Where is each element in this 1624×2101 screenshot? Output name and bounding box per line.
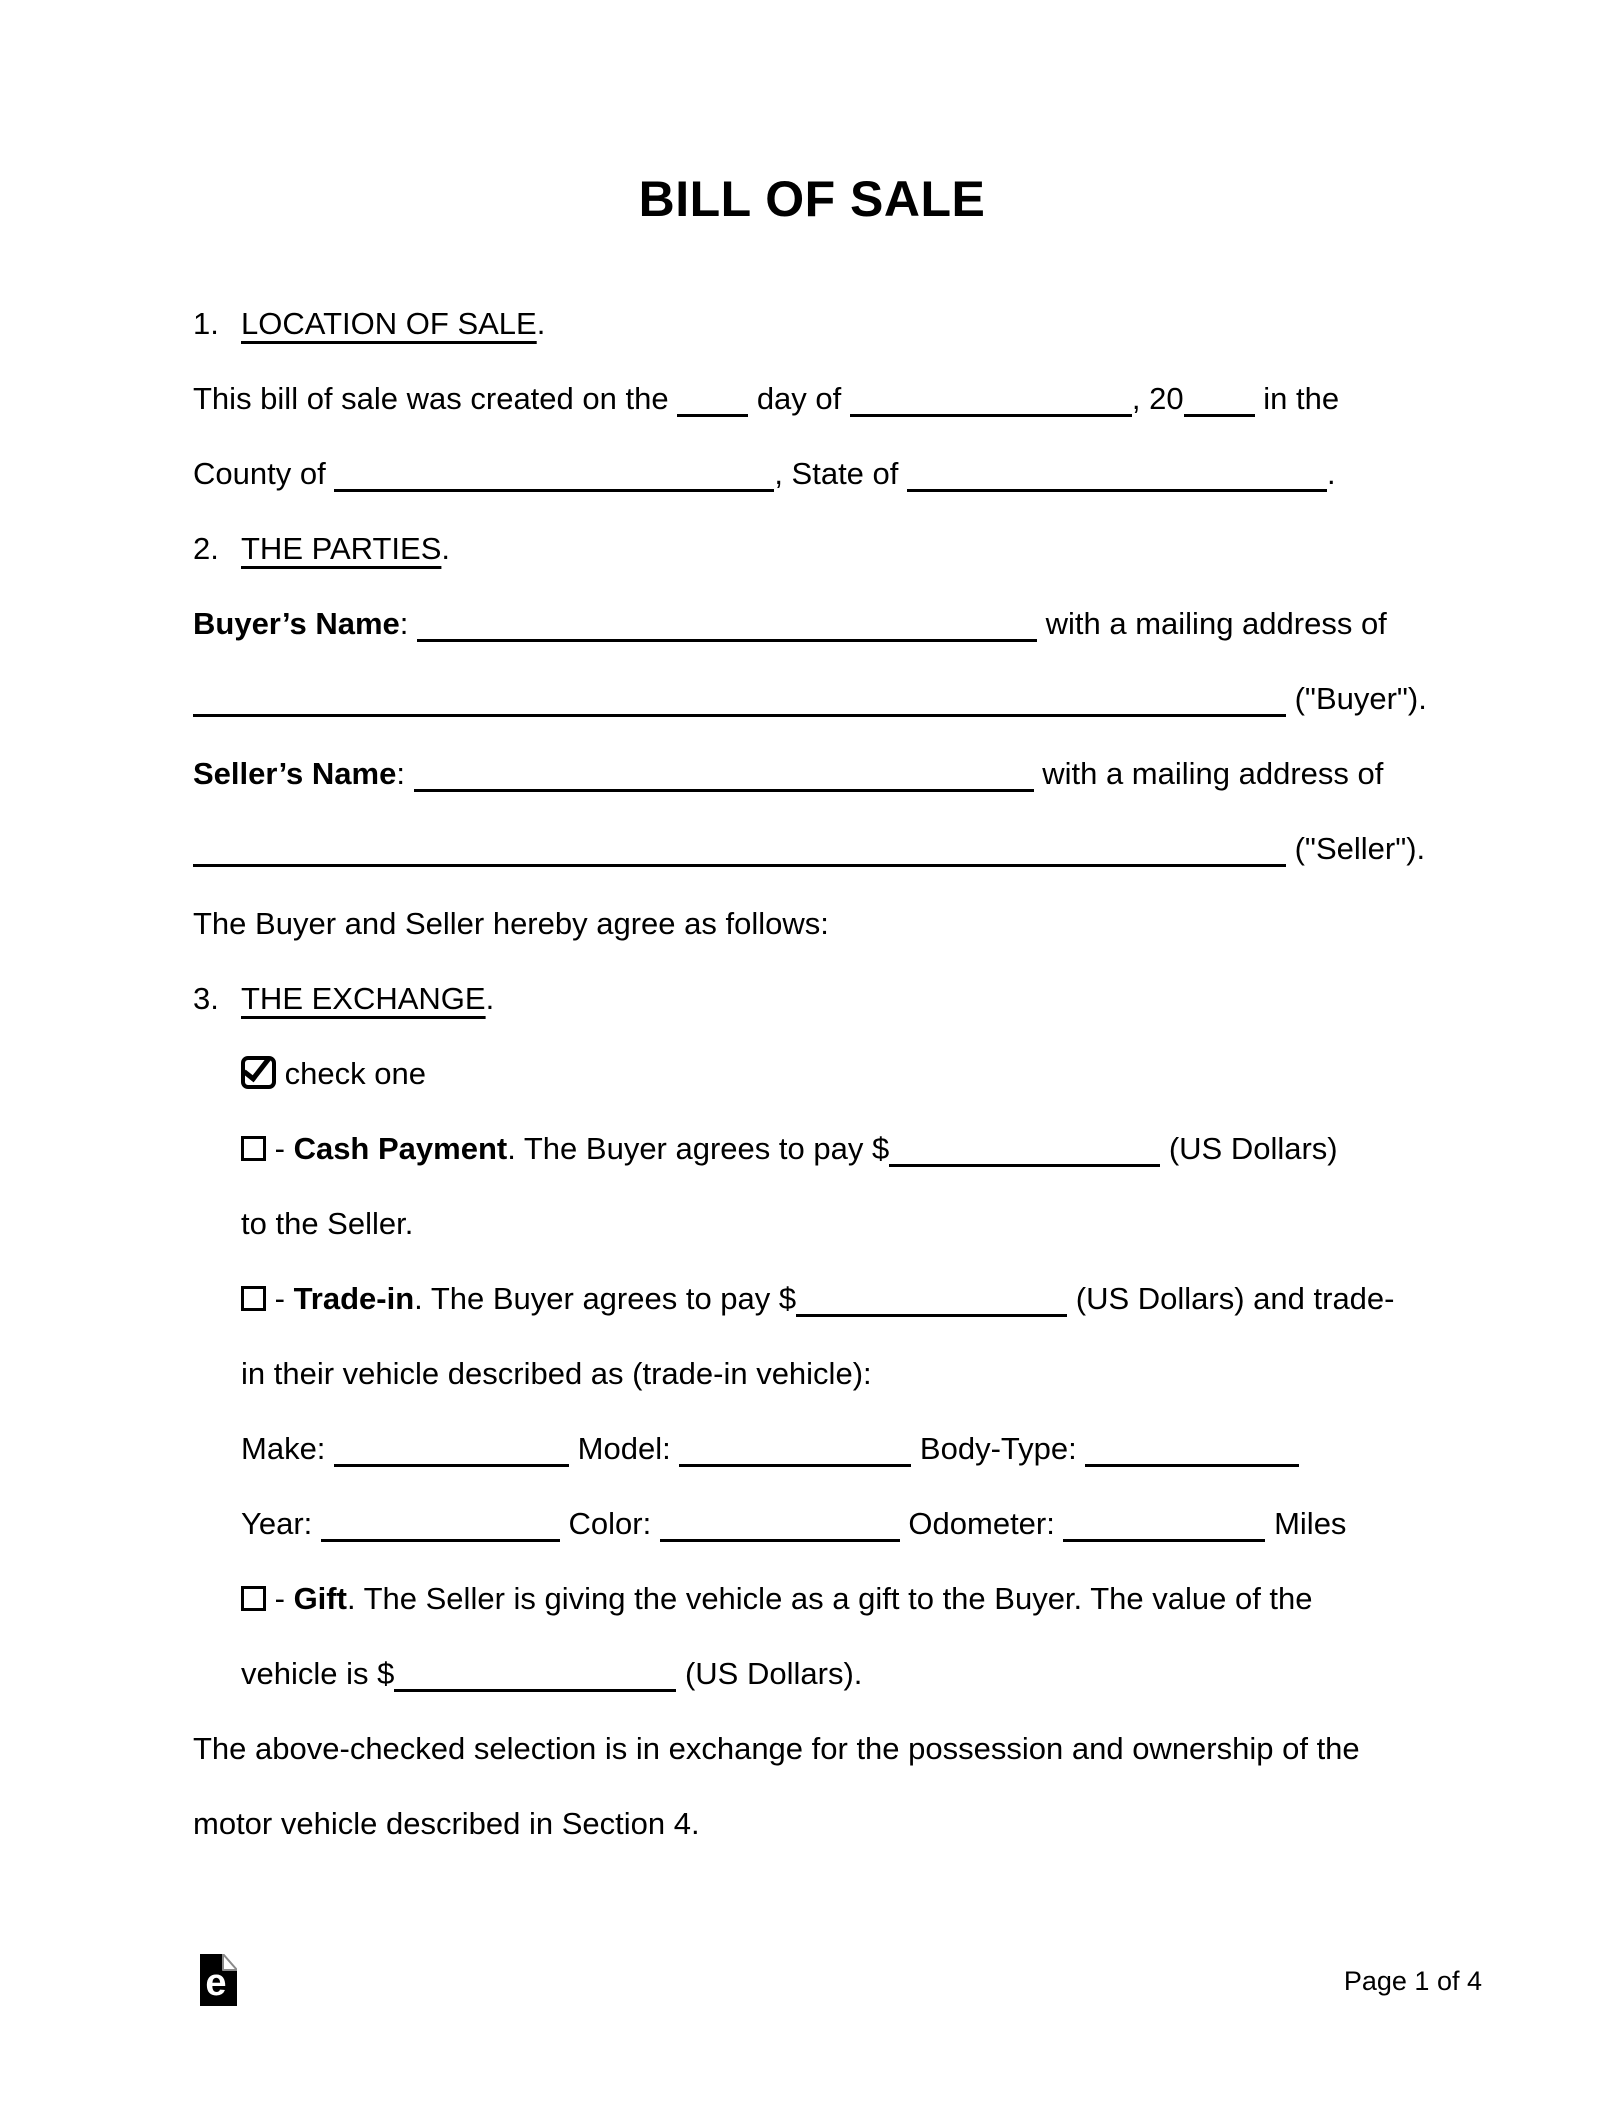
text-run: : <box>399 606 418 641</box>
text-run: Color: <box>559 1506 660 1541</box>
seller-name-line <box>193 736 1504 811</box>
text-run: Gift <box>293 1581 347 1616</box>
text-run: Odometer: <box>899 1506 1064 1541</box>
section-number: 1. <box>193 306 219 341</box>
document-title: BILL OF SALE <box>638 171 986 227</box>
body-type-blank[interactable] <box>1085 1452 1299 1467</box>
text-run: - <box>266 1581 294 1616</box>
text-run: : <box>396 756 414 791</box>
check-one-line <box>193 1036 1504 1111</box>
gift-line <box>193 1561 1504 1636</box>
text-run: . The Seller is giving the vehicle as a gift to the Buyer. The value of the <box>346 1581 1313 1616</box>
cash-payment-line-2 <box>193 1186 1504 1261</box>
page-number: Page 1 of 4 <box>1343 1966 1482 1996</box>
text-run: vehicle is $ <box>241 1656 395 1691</box>
document-body <box>193 286 1504 1861</box>
text-run: Year: <box>241 1506 321 1541</box>
section-title: THE PARTIES <box>241 531 442 566</box>
text-run: ("Seller"). <box>1286 831 1426 866</box>
section-1-heading <box>193 286 1504 361</box>
text-run: with a mailing address of <box>1037 606 1387 641</box>
text-run: Cash Payment <box>293 1131 508 1166</box>
text-run: . The Buyer agrees to pay $ <box>414 1281 797 1316</box>
logo-letter: e <box>205 1962 227 2004</box>
state-blank[interactable] <box>907 477 1327 492</box>
text-run: The Buyer and Seller hereby agree as follows: <box>193 906 829 941</box>
trade-in-line-2 <box>193 1336 1504 1411</box>
buyer-name-line <box>193 586 1504 661</box>
section-title: LOCATION OF SALE <box>241 306 537 341</box>
vehicle-year-blank[interactable] <box>321 1527 560 1542</box>
text-run: to the Seller. <box>241 1206 414 1241</box>
text-run: Body-Type: <box>911 1431 1086 1466</box>
trade-in-line <box>193 1261 1504 1336</box>
sale-location-line <box>193 436 1504 511</box>
text-run: , 20 <box>1131 381 1184 416</box>
text-run: day of <box>748 381 850 416</box>
year-blank[interactable] <box>1184 402 1255 417</box>
text-run: motor vehicle described in Section 4. <box>193 1806 700 1841</box>
day-blank[interactable] <box>677 402 748 417</box>
vehicle-year-line <box>193 1486 1504 1561</box>
gift-checkbox[interactable] <box>241 1586 266 1611</box>
text-run: Model: <box>569 1431 680 1466</box>
section-2-heading <box>193 511 1504 586</box>
check-one-checkbox-icon <box>241 1056 276 1089</box>
text-run: . The Buyer agrees to pay $ <box>507 1131 890 1166</box>
text-run: with a mailing address of <box>1033 756 1384 791</box>
text-run: The above-checked selection is in exchange for the possession and ownership of the <box>193 1731 1360 1766</box>
text-run: Trade-in <box>293 1281 415 1316</box>
cash-payment-line <box>193 1111 1504 1186</box>
cash-amount-blank[interactable] <box>889 1152 1160 1167</box>
seller-name-blank[interactable] <box>414 777 1034 792</box>
section-number: 3. <box>193 981 219 1016</box>
text-run: check one <box>276 1056 426 1091</box>
text-run: (US Dollars) <box>1160 1131 1338 1166</box>
text-run: County of <box>193 456 335 491</box>
closing-line-1 <box>193 1711 1504 1786</box>
seller-address-blank[interactable] <box>193 852 1286 867</box>
section-3-heading <box>193 961 1504 1036</box>
text-run: - <box>266 1131 294 1166</box>
agreement-intro-line <box>193 886 1504 961</box>
buyer-address-blank[interactable] <box>193 702 1286 717</box>
cash-payment-checkbox[interactable] <box>241 1136 266 1161</box>
text-run: ("Buyer"). <box>1286 681 1427 716</box>
text-run: Seller’s Name <box>193 756 397 791</box>
month-blank[interactable] <box>850 402 1132 417</box>
text-run: Miles <box>1265 1506 1347 1541</box>
text-run: in the <box>1254 381 1340 416</box>
text-run: . <box>536 306 546 341</box>
text-run: Buyer’s Name <box>193 606 400 641</box>
text-run: (US Dollars). <box>676 1656 863 1691</box>
eforms-logo-icon <box>200 1954 237 2006</box>
text-run: . <box>1327 456 1336 491</box>
text-run: in their vehicle described as (trade-in vehicle): <box>241 1356 872 1391</box>
text-run: , State of <box>774 456 908 491</box>
section-number: 2. <box>193 531 219 566</box>
trade-in-amount-blank[interactable] <box>796 1302 1067 1317</box>
seller-address-line <box>193 811 1504 886</box>
sale-date-line <box>193 361 1504 436</box>
buyer-address-line <box>193 661 1504 736</box>
odometer-blank[interactable] <box>1063 1527 1265 1542</box>
gift-amount-blank[interactable] <box>394 1677 676 1692</box>
text-run: - <box>266 1281 294 1316</box>
trade-in-checkbox[interactable] <box>241 1286 266 1311</box>
text-run: Make: <box>241 1431 335 1466</box>
text-run: . <box>441 531 451 566</box>
county-blank[interactable] <box>334 477 774 492</box>
text-run: This bill of sale was created on the <box>193 381 678 416</box>
model-blank[interactable] <box>679 1452 911 1467</box>
text-run: . <box>485 981 495 1016</box>
make-blank[interactable] <box>334 1452 569 1467</box>
closing-line-2 <box>193 1786 1504 1861</box>
text-run: (US Dollars) and trade- <box>1067 1281 1395 1316</box>
buyer-name-blank[interactable] <box>417 627 1037 642</box>
gift-line-2 <box>193 1636 1504 1711</box>
vehicle-make-line <box>193 1411 1504 1486</box>
color-blank[interactable] <box>660 1527 900 1542</box>
section-title: THE EXCHANGE <box>241 981 486 1016</box>
